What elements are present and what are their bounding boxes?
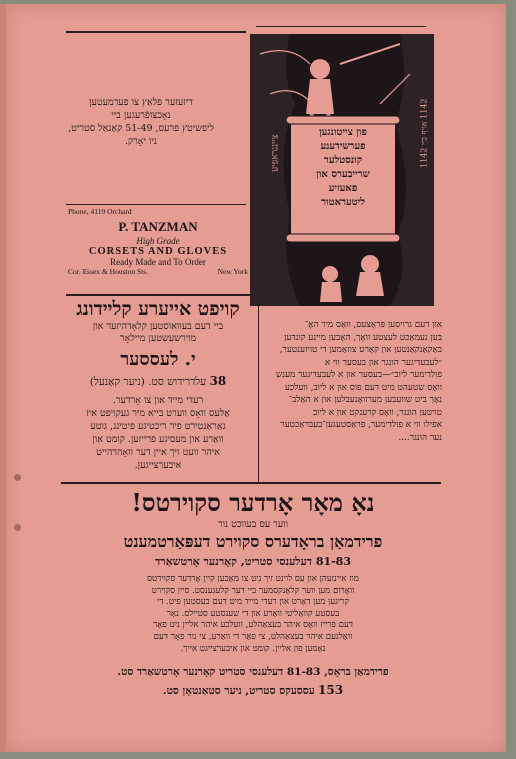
notice-line: נאָך ביט שוועבען מערזואָנעבלען און א האַלב־ [288, 395, 442, 405]
scroll-text [305, 126, 381, 210]
lessner-sub: מוירשעשטען מיילאָר [119, 333, 197, 344]
column-divider [258, 304, 259, 484]
friedman-body-line: נאָמען פון אליין. קומט און איבערצייגט אייך. [180, 643, 326, 654]
friedman-body-line: דעם פרייז וואָס איהר בעצאַהלט, וועלכע איהר אליין ניט פאָר [152, 620, 354, 631]
friedman-ad [58, 488, 448, 700]
notice-line: פולדימער ליוב״—בעסער און א לעבעדיגער מענש [276, 370, 442, 380]
top-rule-left [66, 31, 246, 33]
tanzman-bottom-rule [66, 294, 252, 296]
notice-line: אפילו ווי א פולדימער, פראַסטעגען־בעבּראַכטער [280, 420, 442, 430]
friedman-address-1: פרידמאַן בראָס, 81-83 דעלענסי סטריט קאָרנער אָרטשאַרד סט. [117, 666, 389, 679]
scroll-title: פון צייטונגען [319, 127, 367, 138]
notice-line: דיזעזער פּלאַץ צו פערמעטען [89, 97, 193, 108]
friedman-headline: נאָ מאָר אָרדער סקוירטס! [131, 488, 375, 517]
notice-line: באַקאַנקאַנטען און קאָרט צוזאַמען די טויזענטער, [279, 345, 442, 355]
illustration-number: 1142 אויף ביי 1142 [419, 98, 429, 168]
notice-line: נאָכצופֿרעגען ביי [111, 110, 171, 121]
lessner-body-line: וואַרע און מעסיגע פרייזען. קומט און [92, 434, 224, 445]
notice-line: נער הונגר.... [398, 432, 442, 443]
notice-line: ניו יאָרק. [125, 136, 157, 147]
notice-line: ליפשיטץ פרעס, 51-49 קאַנאַל סטריט, [68, 123, 214, 134]
lessner-ad [61, 297, 255, 472]
document-page [6, 4, 506, 752]
scroll-line: קונסטלער [323, 155, 363, 166]
tanzman-product: CORSETS AND GLOVES [88, 246, 228, 257]
lessner-body-line: גאַראַנטירט פיר ריכטיגע פיטינג, גוטע [90, 421, 226, 432]
tanzman-made: Ready Made and To Order [110, 257, 206, 267]
scroll-line: ליטעראטור [321, 197, 365, 208]
notice-line: וואָס שטעהט מיט דעם פוס און א ליוב, וועלכע [284, 382, 442, 393]
lessner-body-line: איהר וועט זיך איין דער וואָהרהייט [96, 447, 220, 458]
tanzman-top-rule [66, 204, 246, 205]
lessner-body [61, 394, 255, 472]
lessner-body-line: רעדי מייד און צו אָרדער. [112, 395, 204, 406]
friedman-body-line: קריגען מען דאָרט און רעדי מייד מיט דעם בעסטען פיט. די [157, 597, 349, 608]
lessner-address: עלדרידוש סט. (ניער קאַנעל) [89, 376, 207, 388]
tanzman-phone: Phone, 4119 Orchard [68, 207, 132, 216]
tanzman-name: P. TANZMAN [118, 219, 198, 234]
friedman-sub: ווער עס בעווכט נור [217, 519, 289, 530]
friedman-body-line: בעסטע קוואַליטי וואַרע און די שענסטע סטיילס. נאָר [166, 608, 340, 619]
illustration [250, 34, 434, 306]
scroll-line: שרייבערס און [316, 169, 370, 180]
tanzman-city: New York [217, 267, 248, 276]
lessner-name: י. לעססער [120, 349, 196, 370]
top-rule-right [256, 26, 426, 27]
friedman-body [58, 574, 448, 655]
tanzman-address: Cor. Essex & Houston Sts. [68, 267, 149, 276]
lessner-body-line: איבערצייגען. [134, 460, 182, 471]
binding-hole [14, 524, 21, 531]
lessner-sub: ביי דעם בעוואוסטען קלאָדהיזער און [92, 321, 224, 332]
scroll-line: פאעזיע [328, 183, 358, 194]
notice-line: טויטען הונגר, וואָס קרענקט און א ליוב [312, 407, 442, 418]
tanzman-grade: High Grade [136, 236, 180, 246]
notice-line: און דעם גרויסען פּראָצעס, וואָס מיר האָ־ [304, 320, 442, 330]
notice-column [264, 319, 442, 444]
notice-line: בען נעמאַכט לעצטע וואָך, האָבען מיינע קונדען [284, 332, 442, 343]
ad-space-notice [36, 96, 246, 148]
tanzman-ad [68, 207, 248, 278]
friedman-body-line: וואַלגעם איהר בעצאַהלט, צי פאַר די וואַרע, צי נור פאָר דעם [153, 631, 353, 642]
notice-line: ״לעבעדיגער הונגר און בעסער ווי א [324, 357, 442, 368]
lessner-body-line: אַלעס וואָס ווערט בייא מיר געקויפט איז [86, 408, 230, 419]
illustration-side-label: ציינגראפיע [270, 134, 281, 172]
friedman-name: פרידמאַן בראָדערס סקוירט דעפּאַרטמענט [123, 532, 383, 551]
friedman-body-line: מוז איינזעהן און עס לוינט זיך ניט צו מאַכען קיין אָרדער סקוירטס [147, 574, 359, 584]
friedman-address-2: עססעקס סטריט, ניער סטאַנטאָן סט. [162, 685, 315, 698]
friedman-address-line: 81-83 דעלענסי סטריט, קאָרנער אָרטשאַרד [155, 555, 351, 568]
friedman-address-2-number: 153 [318, 683, 344, 698]
binding-hole [14, 474, 21, 481]
lessner-address-number: 38 [209, 374, 227, 388]
section-rule [61, 482, 441, 484]
lessner-headline: קויפט אייערע קלײדונג [76, 298, 240, 320]
scroll-line: פערשידענע [320, 141, 366, 152]
friedman-body-line: וואָרום מען ווער קלאַנקסמער ביי דער קלעגענסט. סיין סקוירט [151, 585, 355, 596]
